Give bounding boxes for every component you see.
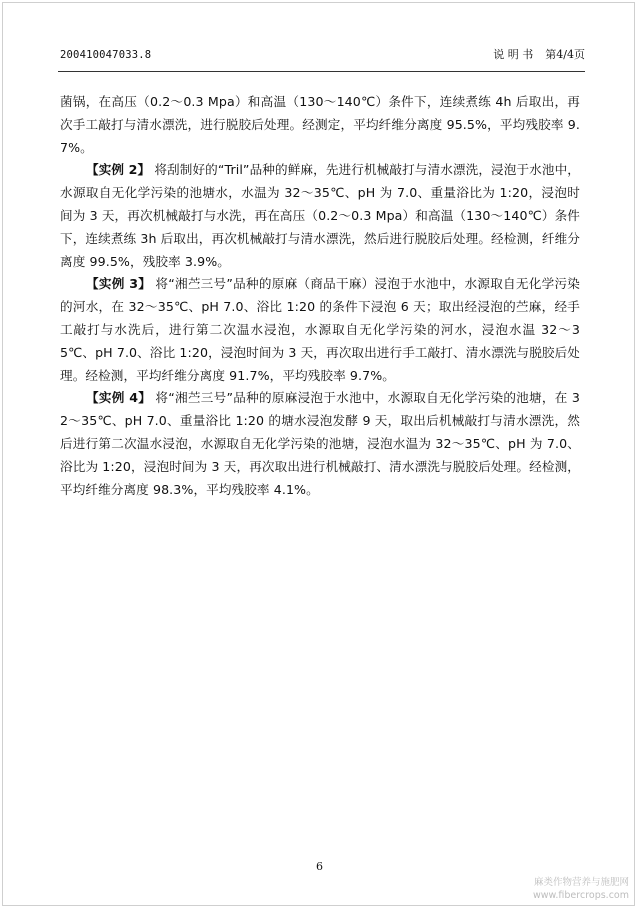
example-4-text: 将“湘苎三号”品种的原麻浸泡于水池中，水源取自无化学污染的池塘，在 32～35℃、pH 7.0、重量浴比 1:20 的塘水浸泡发酵 9 天，取出后机械敲打与清水漂洗，然后进行第二次温水浸泡，水源取自无化学污染的池塘，浸泡水温为 32～35℃、pH 为 7.0、浴比为 1:20，浸泡时间为 3 天，再次取出进行机械敲打、清水漂洗与脱胶后处理。经检测，平均纤维分离度 98.3%，平均残胶率 4.1%。 xyxy=(60,390,581,497)
document-type: 说 明 书 xyxy=(493,48,534,61)
watermark xyxy=(489,876,629,902)
example-2-text: 将刮制好的“Tril”品种的鲜麻，先进行机械敲打与清水漂洗，浸泡于水池中，水源取自无化学污染的池塘水，水温为 32～35℃、pH 为 7.0、重量浴比为 1:20，浸泡时间为 3 天，再次机械敲打与水洗，再在高压（0.2～0.3 Mpa）和高温（130～140℃）条件下，连续煮练 3h 后取出，再次机械敲打与清水漂洗，然后进行脱胶后处理。经检测，纤维分离度 99.5%，残胶率 3.9%。 xyxy=(60,162,580,269)
example-3-label: 【实例 3】 xyxy=(86,276,152,292)
paragraph-example-2 xyxy=(60,159,580,273)
page-label: 第4/4页 xyxy=(545,48,585,61)
example-2-label: 【实例 2】 xyxy=(86,162,151,178)
paragraph-example-4 xyxy=(60,387,580,501)
document-info xyxy=(493,46,585,64)
patent-number: 200410047033.8 xyxy=(60,49,152,61)
document-body xyxy=(60,91,580,501)
watermark-line-2: www.fibercrops.com xyxy=(532,890,629,901)
watermark-line-1: 麻类作物营养与施肥网 xyxy=(533,877,629,888)
example-4-label: 【实例 4】 xyxy=(86,390,152,406)
page-header xyxy=(60,46,585,64)
paragraph-continuation: 菌锅，在高压（0.2～0.3 Mpa）和高温（130～140℃）条件下，连续煮练 4h 后取出，再次手工敲打与清水漂洗，进行脱胶后处理。经测定，平均纤维分离度 95.5%，平均残胶率 9.7%。 xyxy=(60,94,580,155)
paragraph-example-3 xyxy=(60,273,580,387)
header-divider xyxy=(58,71,585,72)
example-3-text: 将“湘苎三号”品种的原麻（商品干麻）浸泡于水池中，水源取自无化学污染的河水，在 32～35℃、pH 7.0、浴比 1:20 的条件下浸泡 6 天；取出经浸泡的苎麻，经手工敲打与水洗后，进行第二次温水浸泡，水源取自无化学污染的河水，浸泡水温 32～35℃、pH 7.0、浴比 1:20，浸泡时间为 3 天，再次取出进行手工敲打、清水漂洗与脱胶后处理。经检测，平均纤维分离度 91.7%，平均残胶率 9.7%。 xyxy=(60,276,581,383)
page-number: 6 xyxy=(316,860,323,873)
